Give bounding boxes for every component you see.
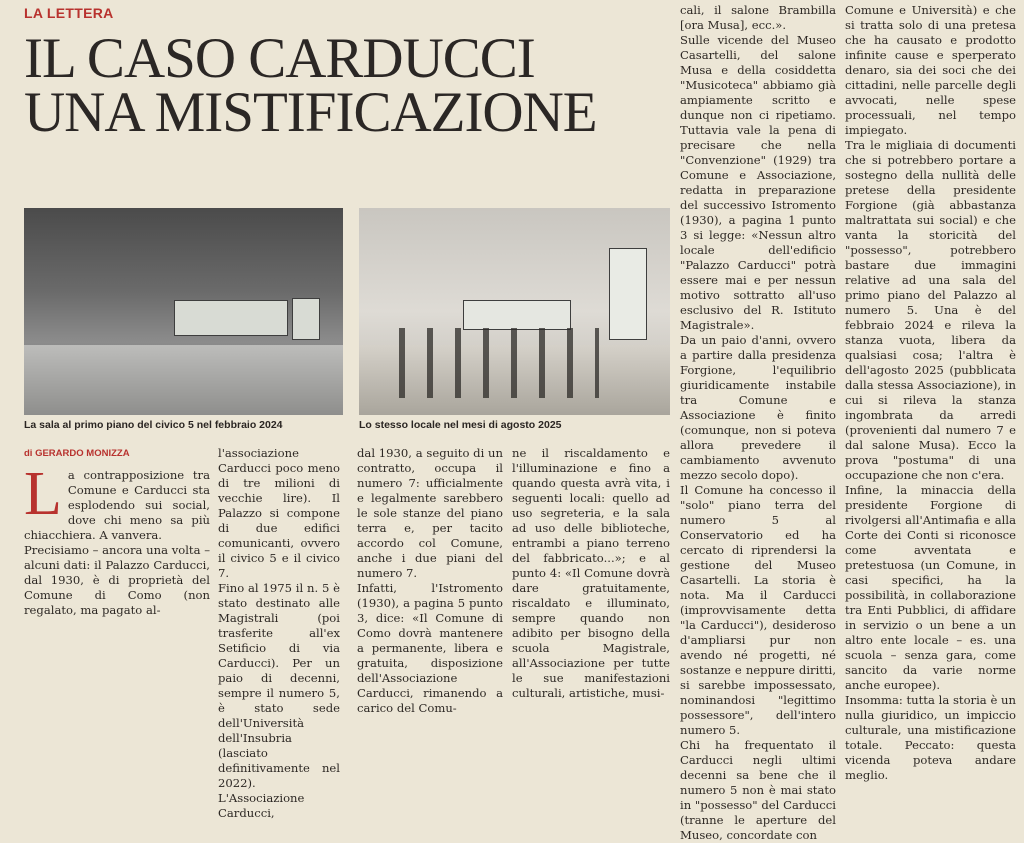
drop-cap: L [24,460,62,528]
headline [24,27,674,144]
headline-line-1: IL CASO CARDUCCI [24,27,535,90]
headline-line-2: UNA MISTIFICAZIONE [24,81,597,144]
photo-furnished-room [359,208,670,415]
photo-1-caption: La sala al primo piano del civico 5 nel febbraio 2024 [24,419,283,431]
article-column-2: l'associazione Carducci poco meno di tre milioni di vecchie lire). Il Palazzo si compone di due edifici comunicanti, ovvero il civico 5 e il civico 7. Fino al 1975 il n. 5 è stato destinato alle Magistrali (poi trasferite all'ex Setificio di via Carducci). Per un paio di decenni, sempre il numero 5, è stato sede dell'Università dell'Insubria (lasciato definitivamente nel 2022). L'Associazione Carducci, [218,446,340,820]
photo-2-caption: Lo stesso locale nel mesi di agosto 2025 [359,419,562,431]
byline: di GERARDO MONIZZA [24,448,130,459]
window-shape [609,248,647,340]
column-1-text: a contrapposizione tra Comune e Carducci sta esplodendo sui social, dove chi meno sa più chiacchiera. A vanvera. Precisiamo – ancora una volta – alcuni dati: il Palazzo Carducci, dal 1930, è di proprietà del Comune di Como (non regalato, ma pagato al- [24,468,210,617]
window-shape [174,300,288,336]
article-column-4: ne il riscaldamento e l'illuminazione e fino a quando questa avrà vita, i seguenti locali: quello ad uso segreteria, e la sala ad uso delle biblioteche, entrambi a piano terreno del fabbricato...»; e al punto 4: «Il Comune dovrà dare gratuitamente, riscaldato e illuminato, sempre quando non adibito per bisogno della scuola Magistrale, all'Associazione per tutte le sue manifestazioni culturali, artistiche, musi- [512,446,670,700]
window-shape [292,298,320,340]
chairs-shape [399,328,599,398]
photo-empty-room [24,208,343,415]
article-column-5: cali, il salone Brambilla [ora Musa], ecc.». Sulle vicende del Museo Casartelli, del salone Musa e della cosiddetta "Musicoteca" abbiamo già ampiamente scritto e dunque non ci ripetiamo. Tuttavia vale la pena di precisare che nella "Convenzione" (1929) tra Comune e Associazione, redatta in preparazione del successivo Istromento (1930), a pagina 1 punto 3 si legge: «Nessun altro locale dell'edificio "Palazzo Carducci" potrà essere mai e per nessun motivo sottratto all'uso esclusivo del R. Istituto Magistrale». Da un paio d'anni, ovvero a partire dalla presidenza Forgione, l'equilibrio giuridicamente instabile tra Comune e Associazione è finito (comunque, non si poteva allora prevedere il cambiamento avvenuto mezzo secolo dopo). Il Comune ha concesso il "solo" piano terra del numero 5 al Conservatorio ed ha cercato di riprendersi la gestione del Museo Casartelli. La storia è nota. Ma il Carducci (improvvisamente detta "la Carducci"), desideroso d'ampliarsi pur non avendo né progetti, né sostanze e neppure diritti, si sarebbe impossessato, nominandosi "legittimo possessore", dell'intero numero 5. Chi ha frequentato il Carducci negli ultimi decenni sa bene che il numero 5 non è mai stato in "possesso" del Carducci (tranne le aperture del Museo, concordate con [680,3,836,842]
section-kicker: LA LETTERA [24,5,114,21]
article-column-6: Comune e Università) e che si tratta solo di una pretesa che ha causato e prodotto infinite cause e sperperato denaro, sia dei soci che dei cittadini, nelle parcelle degli avvocati, nelle spese processuali, nel tempo impiegato. Tra le migliaia di documenti che si potrebbero portare a sostegno della nullità delle pretese della presidente Forgione (già abbastanza maltrattata sui social) e che vanta la storicità del "possesso", potrebbero bastare due immagini relative ad una sala del primo piano del Palazzo al numero 5. Una è del febbraio 2024 e rileva la stanza vuota, libera da qualsiasi cosa; l'altra è dell'agosto 2025 (pubblicata dalla stessa Associazione), in cui si rileva la stanza ingombrata da arredi (provenienti dal numero 7 e dal salone Musa). Ecco la prova "postuma" di una occupazione che non c'era. Infine, la minaccia della presidente Forgione di rivolgersi all'Antimafia e alla Corte dei Conti si riconosce come avventata e pretestuosa (un Comune, in casi specifici, ha la possibilità, in collaborazione tra Enti Pubblici, di affidare in servizio o un bene a un altro ente locale – es. una scuola – senza gara, come sancito da varie norme anche europee). Insomma: tutta la storia è un nulla giuridico, un impiccio culturale, una mistificazione totale. Peccato: questa vicenda poteva andare meglio. [845,3,1016,782]
article-column-3: dal 1930, a seguito di un contratto, occupa il numero 7: ufficialmente e legalmente sarebbero le sole stanze del piano terra e, per tacito accordo col Comune, anche i due piani del numero 7. Infatti, l'Istromento (1930), a pagina 5 punto 3, dice: «Il Comune di Como dovrà mantenere a permanente, libera e gratuita, disposizione dell'Associazione Carducci, rimanendo a carico del Comu- [357,446,503,715]
window-shape [463,300,571,330]
floor-shape [24,345,343,415]
article-column-1 [24,460,210,638]
